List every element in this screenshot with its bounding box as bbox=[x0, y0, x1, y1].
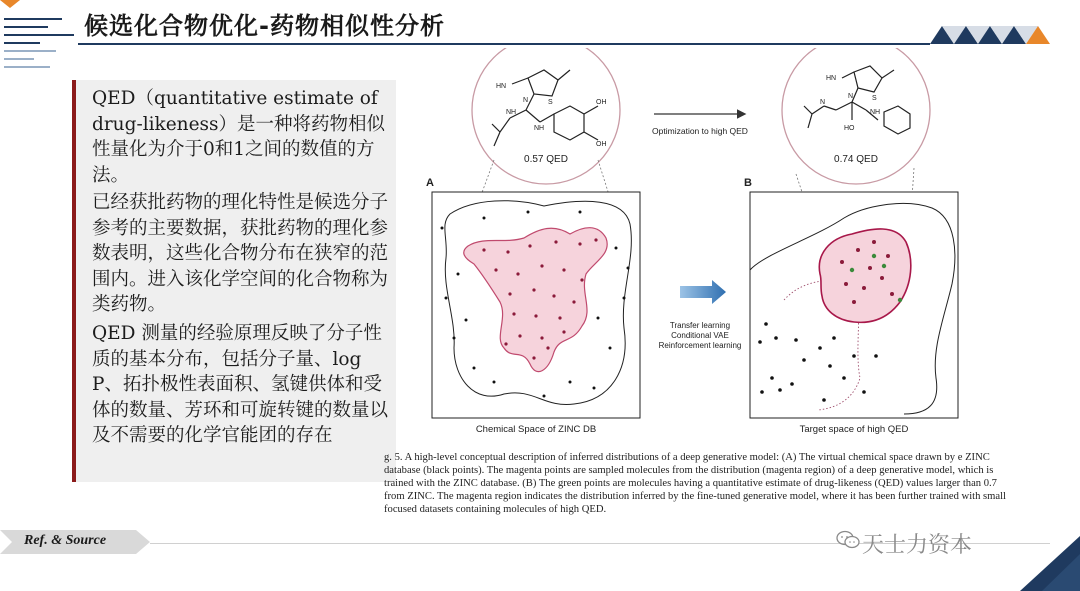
watermark-text: 天士力资本 bbox=[862, 533, 973, 558]
right-atom-n2: N bbox=[820, 99, 826, 106]
left-atom-oh2: OH bbox=[596, 141, 607, 148]
method-transfer-learning: Transfer learning bbox=[669, 321, 731, 330]
optimization-label: Optimization to high QED bbox=[652, 126, 748, 136]
left-atom-oh1: OH bbox=[596, 99, 607, 106]
molecule-left-circle bbox=[472, 48, 620, 184]
right-atom-n1: N bbox=[848, 93, 854, 100]
panel-a-label: A bbox=[426, 177, 434, 189]
description-panel bbox=[72, 80, 396, 482]
title-underline bbox=[78, 43, 930, 45]
corner-decoration bbox=[1020, 536, 1080, 591]
triangle-pattern-decoration bbox=[928, 24, 1052, 46]
page-title: 候选化合物优化-药物相似性分析 bbox=[84, 12, 445, 40]
panel-a-caption: Chemical Space of ZINC DB bbox=[475, 424, 597, 435]
ref-source-label: Ref. & Source bbox=[24, 533, 107, 548]
generative-model-figure bbox=[384, 48, 1024, 448]
qed-definition-text: QED（quantitative estimate of drug-likeness）是一种将药物相似性量化为介于0和1之间的数值的方法。 bbox=[92, 88, 386, 186]
left-atom-hn: HN bbox=[496, 83, 507, 90]
left-atom-s: S bbox=[548, 99, 553, 106]
ref-source-tag bbox=[0, 530, 150, 554]
header-decoration-lines bbox=[0, 0, 80, 80]
approved-drugs-text: 已经获批药物的理化特性是候选分子参考的主要数据，获批药物的理化参数表明，这些化合物分布在狭窄的范围内。进入该化学空间的化合物称为类药物。 bbox=[92, 192, 389, 315]
wechat-icon bbox=[836, 530, 860, 550]
left-atom-nh2: NH bbox=[534, 125, 545, 132]
molecule-right-circle bbox=[782, 48, 930, 184]
right-qed-value: 0.74 QED bbox=[834, 154, 878, 165]
method-conditional-vae: Conditional VAE bbox=[671, 331, 729, 340]
right-atom-hn: HN bbox=[826, 75, 837, 82]
left-qed-value: 0.57 QED bbox=[524, 154, 568, 165]
left-atom-n: N bbox=[523, 97, 529, 104]
panel-b-label: B bbox=[744, 177, 752, 189]
method-reinforcement-learning: Reinforcement learning bbox=[658, 341, 742, 350]
right-atom-s: S bbox=[872, 95, 877, 102]
panel-b-caption: Target space of high QED bbox=[799, 424, 909, 435]
figure-caption: g. 5. A high-level conceptual description of inferred distributions of a deep generative model: (A) The virtual chemical space drawn by e ZINC database (black points). The magenta points are sampled molecules from the distribution (magenta region) of a deep generative model, which is trained with the ZINC database. (B) The green points are molecules having a quantitative estimate of drug-likeness (QED) values larger than 0.7 from ZINC. The magenta region indicates the distribution inferred by the fine-tuned generative model, where it has been further trained with small focused datasets containing molecules of high QED. bbox=[384, 452, 1006, 515]
orange-corner-triangle bbox=[0, 0, 20, 8]
right-atom-ho: HO bbox=[844, 125, 855, 132]
training-arrow bbox=[680, 280, 726, 304]
left-atom-nh1: NH bbox=[506, 109, 517, 116]
qed-principle-text: QED 测量的经验原理反映了分子性质的基本分布，包括分子量、logP、拓扑极性表面积、氢键供体和受体的数量、芳环和可旋转键的数量以及不需要的化学官能团的存在 bbox=[92, 323, 389, 446]
right-atom-nh: NH bbox=[870, 109, 881, 116]
